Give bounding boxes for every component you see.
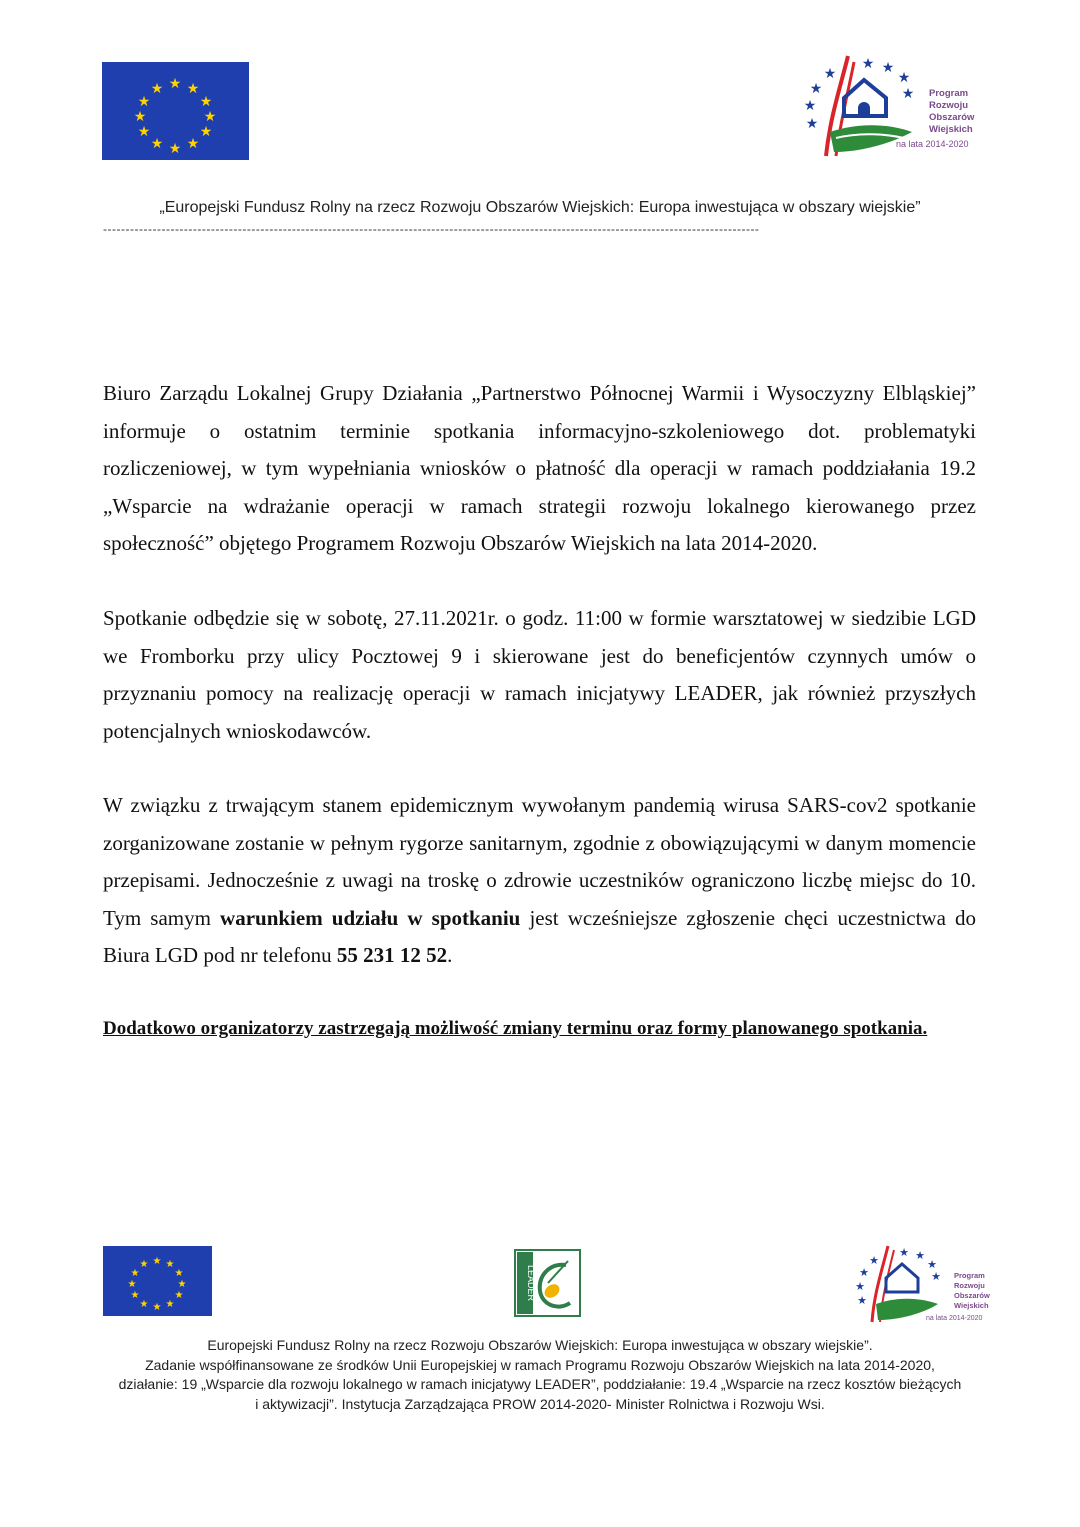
svg-text:★: ★ [803, 98, 817, 114]
prow-line3: Obszarów [954, 1291, 990, 1300]
footer-line-2: Zadanie współfinansowane ze środków Unii Europejskiej w ramach Programu Rozwoju Obszarów Wiejskich na lata 2014-2020, [145, 1356, 935, 1373]
svg-text:★: ★ [150, 81, 164, 97]
svg-text:★: ★ [174, 1290, 184, 1301]
svg-text:★: ★ [174, 1268, 184, 1279]
prow-years: na lata 2014-2020 [896, 139, 969, 149]
prow-line4: Wiejskich [929, 124, 973, 135]
leader-logo [514, 1249, 581, 1317]
svg-text:★: ★ [127, 1279, 137, 1290]
prow-line1: Program [929, 88, 969, 99]
svg-text:★: ★ [931, 1270, 941, 1283]
eu-stars-icon [102, 62, 249, 160]
svg-text:★: ★ [150, 136, 164, 152]
svg-text:★: ★ [855, 1280, 865, 1293]
paragraph-sanitary-rules [103, 787, 976, 975]
svg-text:★: ★ [899, 1246, 909, 1259]
svg-text:★: ★ [139, 1259, 149, 1270]
phone-number: 55 231 12 52 [336, 943, 448, 967]
prow-logo [800, 48, 980, 163]
svg-text:★: ★ [186, 81, 200, 97]
svg-text:★: ★ [199, 124, 213, 140]
notice-underlined: Dodatkowo organizatorzy zastrzegają możliwość zmiany terminu oraz formy planowanego spotkania. [103, 1018, 928, 1039]
svg-text:★: ★ [139, 1299, 149, 1310]
prow-line2: Rozwoju [954, 1281, 985, 1290]
footer-line-1: Europejski Fundusz Rolny na rzecz Rozwoju Obszarów Wiejskich: Europa inwestująca w obszary wiejskie”. [207, 1337, 873, 1353]
condition-bold: warunkiem udziału w spotkaniu [220, 905, 521, 930]
prow-line4: Wiejskich [954, 1301, 989, 1310]
svg-text:★: ★ [857, 1294, 867, 1307]
prow-line3: Obszarów [929, 112, 975, 123]
svg-text:★: ★ [130, 1290, 140, 1301]
prow-line2: Rozwoju [929, 100, 969, 111]
svg-text:★: ★ [186, 136, 200, 152]
paragraph-meeting-details: Spotkanie odbędzie się w sobotę, 27.11.2021r. o godz. 11:00 w formie warsztatowej w siedzibie LGD we Fromborku przy ulicy Pocztowej 9 i skierowane jest do beneficjentów czynnych umów o przyznaniu pomocy na realizację operacji w ramach inicjatywy LEADER, jak również przyszłych potencjalnych wnioskodawców. [103, 606, 976, 743]
svg-text:★: ★ [859, 1266, 869, 1279]
svg-text:★: ★ [881, 60, 895, 76]
paragraph-text: . [447, 943, 453, 967]
svg-text:★: ★ [137, 124, 151, 140]
svg-text:★: ★ [137, 94, 151, 110]
svg-text:★: ★ [199, 94, 213, 110]
svg-text:★: ★ [915, 1249, 925, 1262]
prow-stars-icon [804, 56, 915, 132]
svg-text:★: ★ [168, 76, 182, 92]
leader-text: LEADER [526, 1264, 536, 1302]
paragraph-text: W związku z trwającym stanem epidemicznym wywołanym pandemią wirusa SARS-cov2 spotkanie zorganizowane zostanie w pełnym rygorze sanitarnym, zgodnie z obowiązującymi w danym momencie przepisami. Jednocześnie z uwagi na troskę o zdrowie uczestników ograniczono liczbę miejsc do 10. Tym samym [103, 793, 976, 930]
svg-text:★: ★ [809, 81, 823, 97]
svg-text:★: ★ [805, 116, 819, 132]
svg-text:★: ★ [177, 1279, 187, 1290]
eu-flag-logo [102, 62, 249, 160]
prow-stars-icon [855, 1246, 941, 1307]
svg-text:★: ★ [152, 1302, 162, 1313]
eu-stars-icon [103, 1246, 212, 1316]
svg-text:★: ★ [869, 1254, 879, 1267]
svg-text:★: ★ [165, 1259, 175, 1270]
prow-years: na lata 2014-2020 [926, 1315, 983, 1322]
svg-text:★: ★ [861, 56, 875, 72]
svg-text:★: ★ [823, 66, 837, 82]
svg-text:★: ★ [165, 1299, 175, 1310]
paragraph-text: jest wcześniejsze zgłoszenie chęci uczestnictwa do Biura LGD pod nr telefonu [103, 905, 977, 967]
svg-text:★: ★ [152, 1256, 162, 1267]
paragraph-intro: Biuro Zarządu Lokalnej Grupy Działania „Partnerstwo Północnej Warmii i Wysoczyzny Elbląskiej” informuje o ostatnim terminie spotkania informacyjno-szkoleniowego dot. problematyki rozliczeniowej, w tym wypełniania wniosków o płatność dla operacji w ramach poddziałania 19.2 „Wsparcie na wdrażanie operacji w ramach strategii rozwoju lokalnego kierowanego przez społeczność” objętego Programem Rozwoju Obszarów Wiejskich na lata 2014-2020. [103, 381, 976, 555]
svg-text:★: ★ [897, 70, 911, 86]
footer [0, 1336, 1080, 1414]
prow-line1: Program [954, 1271, 985, 1280]
svg-text:★: ★ [168, 141, 182, 157]
eu-flag-footer-logo [103, 1246, 212, 1316]
svg-text:★: ★ [203, 109, 217, 125]
svg-text:★: ★ [927, 1258, 937, 1271]
header-quote: „Europejski Fundusz Rolny na rzecz Rozwoju Obszarów Wiejskich: Europa inwestująca w obszary wiejskie” [159, 199, 921, 216]
prow-footer-logo [852, 1240, 992, 1326]
header-separator: -------------------------------------------------------------------------------------------------------------------------------------------------- [103, 222, 760, 236]
svg-text:★: ★ [133, 109, 147, 125]
svg-text:★: ★ [130, 1268, 140, 1279]
footer-line-4: i aktywizacji”. Instytucja Zarządzająca PROW 2014-2020- Minister Rolnictwa i Rozwoju Wsi. [255, 1395, 825, 1412]
footer-line-3: działanie: 19 „Wsparcie dla rozwoju lokalnego w ramach inicjatywy LEADER”, poddziałanie: 19.4 „Wsparcie na rzecz kosztów bieżących [118, 1376, 962, 1392]
svg-text:★: ★ [901, 86, 915, 102]
